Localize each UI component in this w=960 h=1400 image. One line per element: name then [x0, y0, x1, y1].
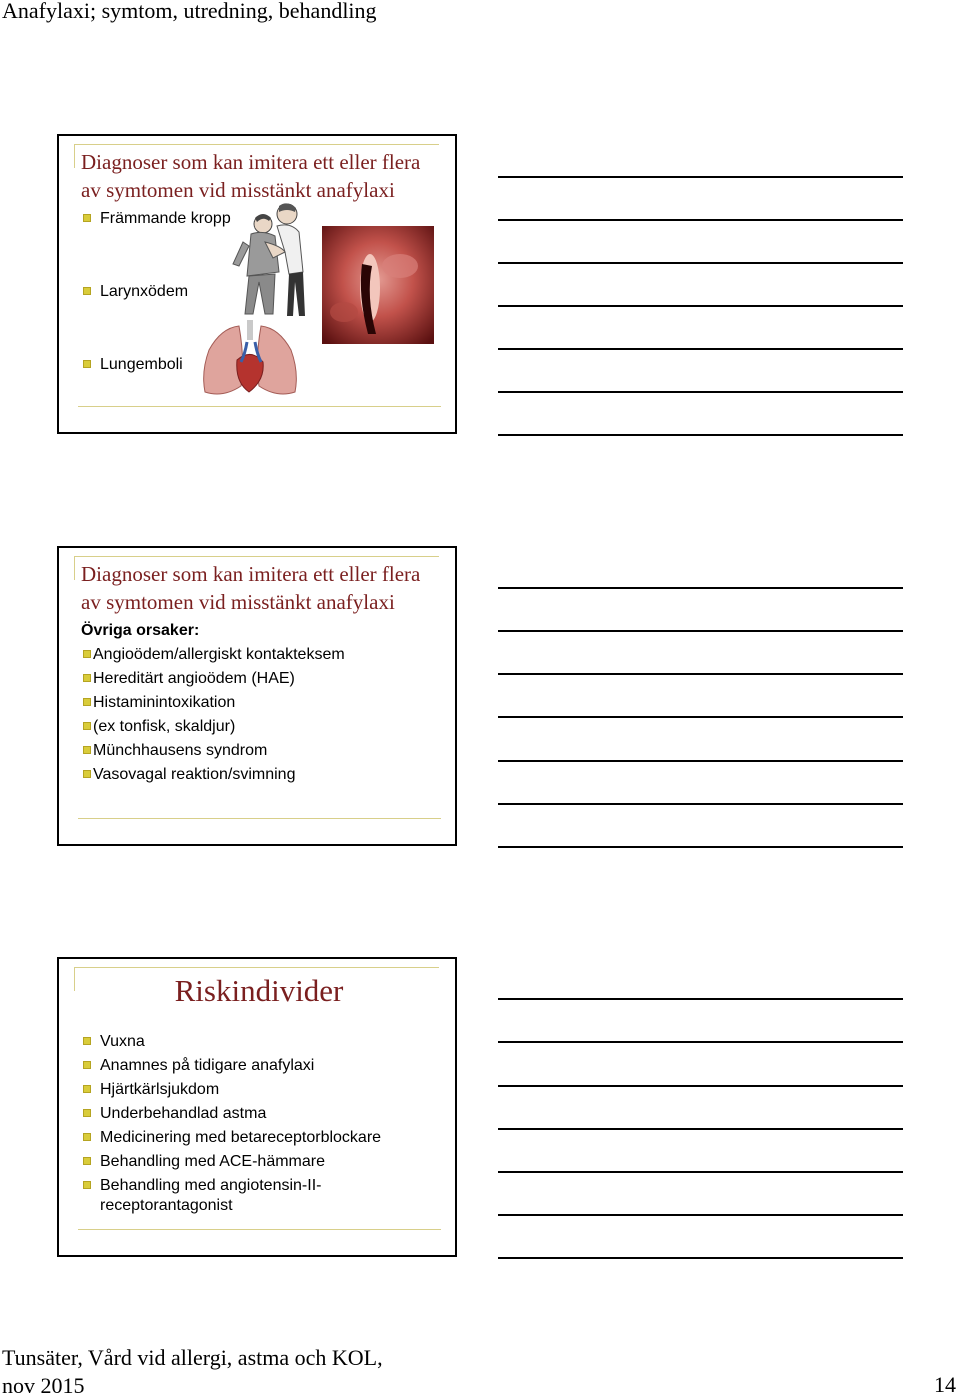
bullet-square-icon: [83, 746, 91, 754]
bullet-text: Medicinering med betareceptorblockare: [100, 1129, 382, 1146]
notes-line: [498, 219, 903, 221]
slide-decor-line: [74, 144, 439, 145]
notes-line: [498, 176, 903, 178]
bullet-text: Hjärtkärlsjukdom: [100, 1081, 220, 1098]
bullet-text: Främmande kropp: [100, 210, 231, 227]
footer-line: Tunsäter, Vård vid allergi, astma och KOL,: [2, 1345, 383, 1370]
bullet-item: [83, 645, 345, 665]
bullet-item: [83, 282, 188, 302]
notes-line: [498, 846, 903, 848]
notes-line: [498, 1128, 903, 1130]
bullet-item: [83, 1080, 219, 1100]
slide-title: [81, 560, 451, 616]
notes-line: [498, 1257, 903, 1259]
bullet-square-icon: [83, 1181, 91, 1189]
bullet-item: [83, 209, 231, 229]
bullet-text: Behandling med angiotensin-II-: [100, 1177, 322, 1194]
slide-decor-line: [78, 1229, 441, 1230]
bullet-square-icon: [83, 1061, 91, 1069]
slide-title: Riskindivider: [174, 973, 344, 1008]
bullet-text: Behandling med ACE-hämmare: [100, 1153, 326, 1170]
bullet-text: Vuxna: [100, 1033, 145, 1050]
bullet-item: [83, 669, 295, 689]
bullet-text: Underbehandlad astma: [100, 1105, 267, 1122]
slide-title-line: av symtomen vid misstänkt anafylaxi: [81, 178, 395, 202]
slide-decor-line: [78, 818, 441, 819]
page-number: 14: [934, 1372, 956, 1397]
notes-line: [498, 998, 903, 1000]
bullet-text: Larynxödem: [100, 283, 189, 300]
bullet-square-icon: [83, 674, 91, 682]
bullet-square-icon: [83, 1037, 91, 1045]
bullet-square-icon: [83, 698, 91, 706]
slide-decor-line: [74, 556, 75, 580]
bullet-item: [83, 1056, 314, 1076]
bullet-item: [83, 1128, 381, 1148]
bullet-square-icon: [83, 1109, 91, 1117]
slide-2: [57, 546, 457, 846]
notes-line: [498, 630, 903, 632]
bullet-text: Histaminintoxikation: [93, 694, 236, 711]
notes-line: [498, 716, 903, 718]
slide-1: [57, 134, 457, 434]
section-heading: Övriga orsaker:: [81, 622, 200, 639]
notes-line: [498, 1041, 903, 1043]
bullet-text: Anamnes på tidigare anafylaxi: [100, 1057, 315, 1074]
heimlich-illustration: [229, 202, 315, 318]
bullet-text: Hereditärt angioödem (HAE): [93, 670, 295, 687]
notes-line: [498, 760, 903, 762]
bullet-square-icon: [83, 360, 91, 368]
slide-decor-line: [78, 406, 441, 407]
bullet-text: (ex tonfisk, skaldjur): [93, 718, 236, 735]
bullet-square-icon: [83, 722, 91, 730]
slide-decor-line: [74, 144, 75, 168]
bullet-square-icon: [83, 214, 91, 222]
bullet-text: Angioödem/allergiskt kontakteksem: [93, 646, 345, 663]
notes-line: [498, 434, 903, 436]
slide-title-line: Diagnoser som kan imitera ett eller flera: [81, 562, 421, 586]
bullet-square-icon: [83, 1133, 91, 1141]
bullet-item: [83, 1104, 266, 1124]
footer-line: nov 2015: [2, 1373, 85, 1398]
page-header: Anafylaxi; symtom, utredning, behandling: [2, 0, 377, 23]
notes-line: [498, 1085, 903, 1087]
bullet-item: [83, 355, 183, 375]
slide-title-line: av symtomen vid misstänkt anafylaxi: [81, 590, 395, 614]
bullet-square-icon: [83, 650, 91, 658]
bullet-item: [83, 765, 295, 785]
page-footer: [2, 1344, 383, 1400]
notes-line: [498, 348, 903, 350]
bullet-text: receptorantagonist: [100, 1197, 233, 1214]
slide-3: [57, 957, 457, 1257]
bullet-item: [83, 741, 267, 761]
bullet-square-icon: [83, 770, 91, 778]
slide-decor-line: [74, 967, 439, 968]
bullet-text: Münchhausens syndrom: [93, 742, 268, 759]
bullet-item: [83, 717, 235, 737]
slide-decor-line: [74, 556, 439, 557]
notes-line: [498, 1214, 903, 1216]
notes-line: [498, 587, 903, 589]
notes-line: [498, 391, 903, 393]
notes-line: [498, 305, 903, 307]
bullet-item: [83, 1152, 325, 1172]
larynx-photo: [322, 226, 434, 344]
bullet-square-icon: [83, 1157, 91, 1165]
slide-title-line: Diagnoser som kan imitera ett eller flera: [81, 150, 421, 174]
slide-title: [81, 148, 451, 204]
notes-line: [498, 673, 903, 675]
bullet-text: Lungemboli: [100, 356, 183, 373]
bullet-item: [83, 1176, 321, 1216]
notes-line: [498, 1171, 903, 1173]
bullet-item: [83, 1032, 145, 1052]
bullet-text: Vasovagal reaktion/svimning: [93, 766, 296, 783]
bullet-item: [83, 693, 235, 713]
lungs-heart-illustration: [199, 320, 301, 400]
bullet-square-icon: [83, 287, 91, 295]
bullet-square-icon: [83, 1085, 91, 1093]
notes-line: [498, 803, 903, 805]
notes-line: [498, 262, 903, 264]
